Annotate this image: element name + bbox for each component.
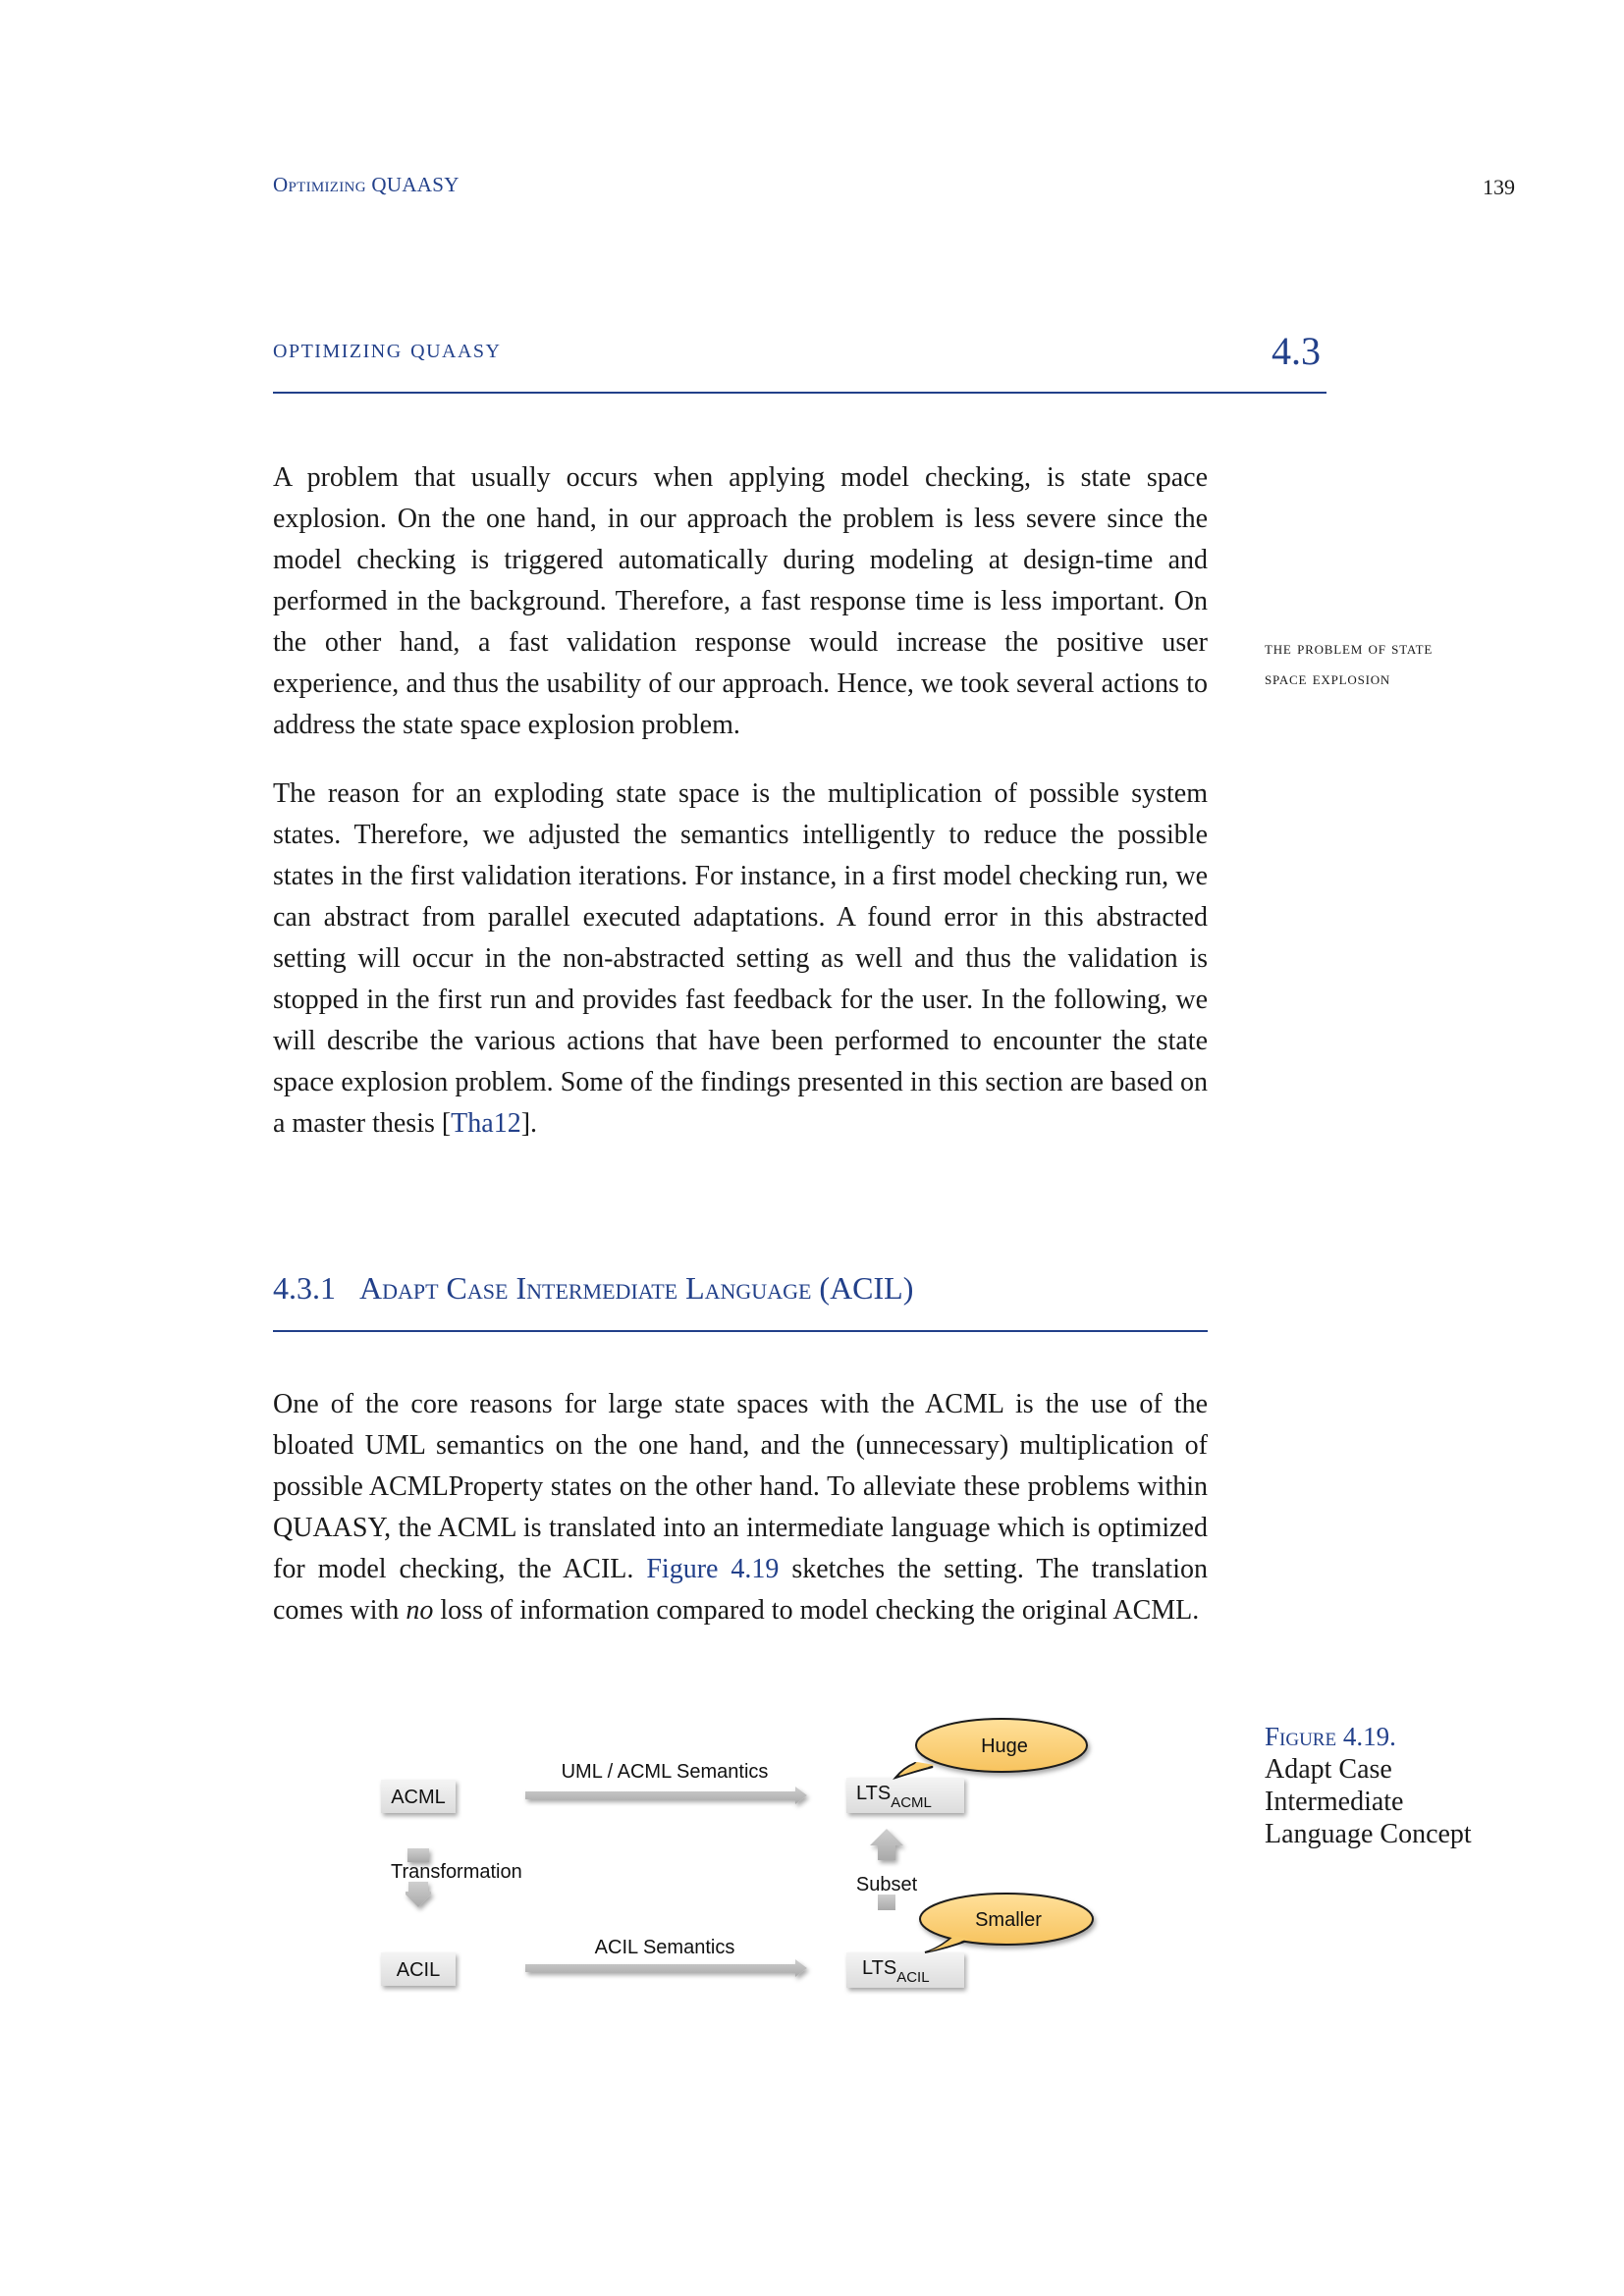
paragraph-3-end: loss of information compared to model checking the original ACML. [433, 1595, 1200, 1626]
box-acml [381, 1780, 456, 1813]
arrow-acil-semantics [525, 1959, 807, 1977]
subsection-rule [273, 1330, 1208, 1332]
margin-note [1265, 634, 1520, 695]
paragraph-2-text: The reason for an exploding state space is the multiplication of possible system states. Therefore, we adjusted the semantics intelligently to reduce the possible states in the first validation iterations. For instance, in a first model checking run, we can abstract from parallel executed adaptations. A found error in this abstracted setting will occur in the non-abstracted setting as well and thus the validation is stopped in the first run and provides fast feedback for the user. In the following, we will describe the various actions that have been performed to encounter the state space explosion problem. Some of the findings presented in this section are based on a master thesis [ [273, 778, 1208, 1139]
citation-link[interactable]: Tha12 [451, 1108, 521, 1139]
arrow-uml-semantics [525, 1787, 807, 1804]
box-acil-label: ACIL [396, 1959, 441, 1981]
figure-caption-line-3: Language Concept [1265, 1819, 1472, 1849]
section-number: 4.3 [1272, 329, 1321, 373]
paragraph-3-emphasis: no [406, 1595, 434, 1626]
label-transformation: Transformation [391, 1861, 522, 1883]
figure-caption-line-1: Adapt Case [1265, 1754, 1392, 1785]
paragraph-2-end: ]. [520, 1108, 538, 1139]
running-head-suffix: QUAASY [371, 173, 460, 196]
page-number: 139 [1483, 175, 1515, 199]
arrow-subset [870, 1829, 903, 1910]
section-rule [273, 392, 1326, 394]
figure-caption-line-2: Intermediate [1265, 1787, 1404, 1817]
box-acml-label: ACML [391, 1787, 446, 1808]
section-title: optimizing quaasy [273, 334, 502, 364]
paragraph-2 [273, 774, 1208, 1145]
figure-caption-label: Figure 4.19. [1265, 1722, 1396, 1751]
figure-reference-link[interactable]: Figure 4.19 [646, 1554, 780, 1584]
figure-acil-concept [353, 1713, 1119, 2007]
subsection-heading [273, 1270, 913, 1307]
box-lts-acil [846, 1952, 964, 1988]
paragraph-1: A problem that usually occurs when applying model checking, is state space explosion. On the one hand, in our approach the problem is less severe since the model checking is triggered automatically during modeling at design-time and performed in the background. Therefore, a fast response time is less important. On the other hand, a fast validation response would increase the positive user experience, and thus the usability of our approach. Hence, we took several actions to address the state space explosion problem. [273, 462, 1208, 740]
margin-note-line-1: the problem of state [1265, 639, 1434, 659]
margin-note-line-2: space explosion [1265, 669, 1391, 689]
bubble-huge-label: Huge [981, 1735, 1028, 1757]
label-acil-semantics: ACIL Semantics [594, 1937, 735, 1958]
subsection-title: Adapt Case Intermediate Language (ACIL) [359, 1270, 914, 1306]
bubble-smaller [920, 1894, 1093, 1952]
box-lts-acml [846, 1778, 964, 1813]
paragraph-3 [273, 1384, 1208, 1631]
label-uml-semantics: UML / ACML Semantics [561, 1761, 769, 1783]
running-head [273, 173, 460, 197]
paragraph-3-mid: sketches the setting. The translation comes with [273, 1554, 1208, 1626]
box-lts-acml-main: LTS [856, 1783, 892, 1804]
bubble-smaller-label: Smaller [975, 1909, 1042, 1931]
box-lts-acml-sub: ACML [891, 1794, 932, 1811]
label-subset: Subset [855, 1874, 918, 1896]
figure-caption [1265, 1721, 1540, 1850]
bubble-huge [895, 1719, 1087, 1778]
paragraph-3-text: One of the core reasons for large state spaces with the ACML is the use of the bloated UML semantics on the one hand, and the (unnecessary) multiplication of possible ACMLProperty states on the other hand. To alleviate these problems within QUAASY, the ACML is translated into an intermediate language which is optimized for model checking, the ACIL. [273, 1389, 1208, 1584]
running-head-prefix: Optimizing [273, 173, 366, 196]
box-lts-acil-sub: ACIL [896, 1969, 930, 1986]
box-lts-acil-main: LTS [862, 1957, 897, 1979]
subsection-number: 4.3.1 [273, 1270, 336, 1306]
box-acil [381, 1952, 456, 1986]
figure-diagram [353, 1713, 1119, 2007]
